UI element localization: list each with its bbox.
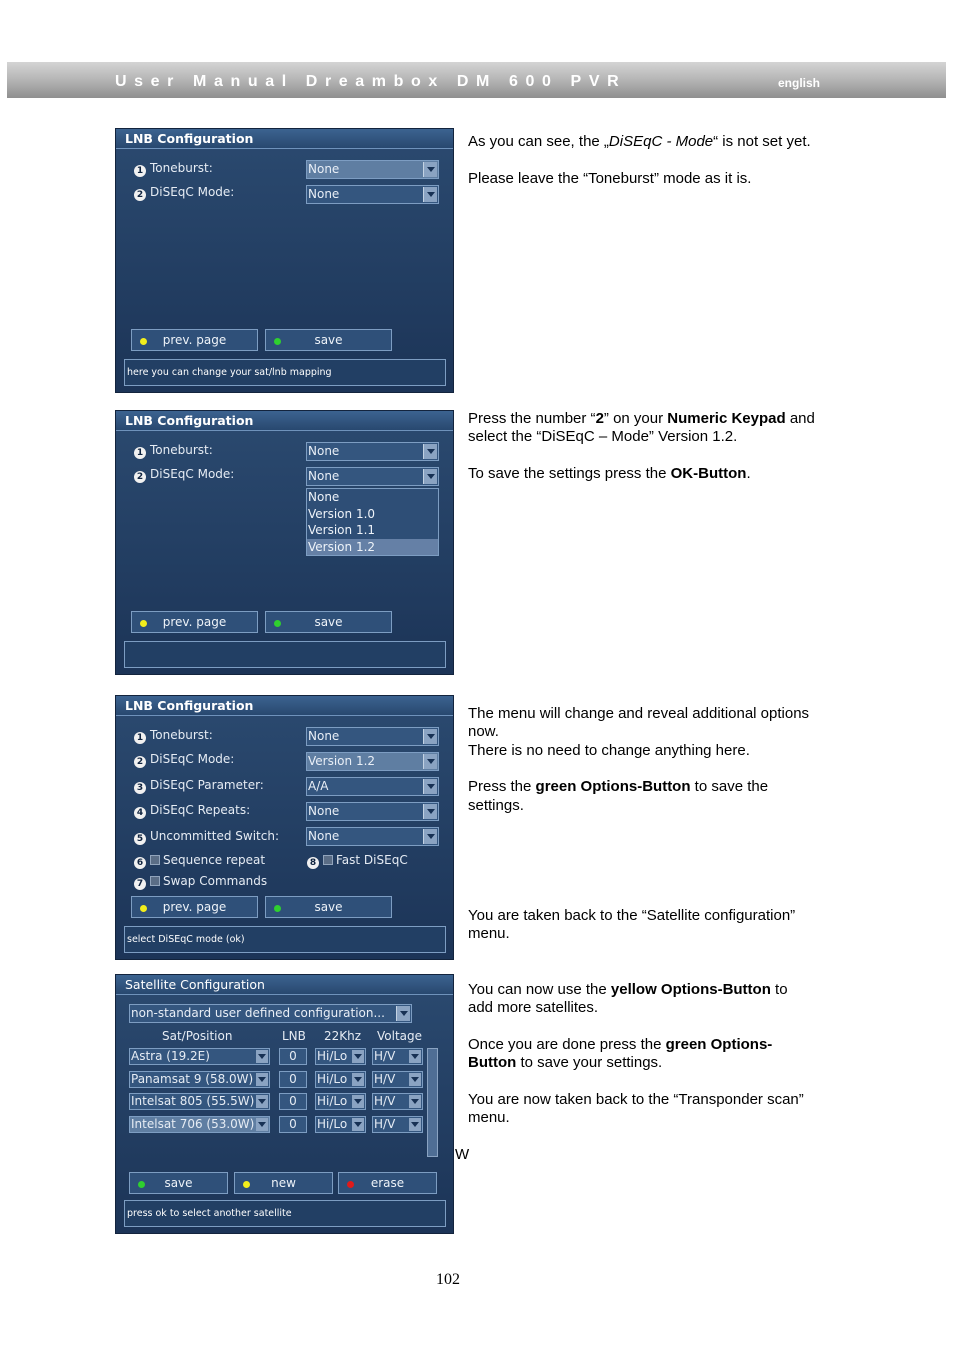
status-bar: here you can change your sat/lnb mapping xyxy=(124,359,446,386)
number-4-icon: 4 xyxy=(134,807,146,819)
prev-page-button[interactable]: prev. page xyxy=(131,611,258,633)
22khz-dropdown[interactable]: Hi/Lo xyxy=(315,1048,366,1065)
toneburst-value: None xyxy=(308,162,340,176)
diseqc-value: None xyxy=(308,187,340,201)
satellite-config-screen xyxy=(115,974,454,1234)
configuration-mode-dropdown[interactable] xyxy=(129,1004,412,1023)
diseqc-label: DiSEqC Mode: xyxy=(150,185,235,199)
dropdown-arrow-icon[interactable] xyxy=(423,754,437,769)
uncommitted-switch-label: Uncommitted Switch: xyxy=(150,829,279,843)
instructions-1 xyxy=(468,133,848,188)
dropdown-arrow-icon[interactable] xyxy=(352,1050,364,1063)
screen-title: Satellite Configuration xyxy=(116,975,453,995)
lnb-field[interactable]: 0 xyxy=(279,1116,307,1133)
diseqc-row xyxy=(134,467,234,483)
save-button[interactable]: save xyxy=(265,329,392,351)
satellite-name-dropdown[interactable]: Intelsat 805 (55.5W) xyxy=(129,1093,270,1110)
satellite-name-dropdown[interactable]: Panamsat 9 (58.0W) xyxy=(129,1071,270,1088)
diseqc-dropdown[interactable] xyxy=(306,185,439,204)
toneburst-dropdown[interactable] xyxy=(306,160,439,179)
satellite-name-dropdown[interactable]: Astra (19.2E) xyxy=(129,1048,270,1065)
diseqc-parameter-label: DiSEqC Parameter: xyxy=(150,778,264,792)
dropdown-arrow-icon[interactable] xyxy=(256,1118,268,1131)
22khz-dropdown[interactable]: Hi/Lo xyxy=(315,1071,366,1088)
dropdown-arrow-icon[interactable] xyxy=(409,1073,421,1086)
column-header-voltage: Voltage xyxy=(377,1029,423,1043)
option-version-1-1[interactable]: Version 1.1 xyxy=(308,523,376,537)
toneburst-label: Toneburst: xyxy=(150,443,213,457)
instruction-line: You are now taken back to the “Transponder scan” xyxy=(468,1091,804,1109)
stray-character: W xyxy=(455,1146,470,1163)
number-2-icon: 2 xyxy=(134,189,146,201)
lnb-field[interactable]: 0 xyxy=(279,1048,307,1065)
diseqc-dropdown[interactable] xyxy=(306,467,439,486)
dropdown-arrow-icon[interactable] xyxy=(256,1050,268,1063)
dropdown-arrow-icon[interactable] xyxy=(256,1073,268,1086)
diseqc-label: DiSEqC Mode: xyxy=(150,467,235,481)
dropdown-arrow-icon[interactable] xyxy=(423,469,437,484)
toneburst-row xyxy=(134,728,213,744)
manual-language: english xyxy=(778,76,821,90)
dropdown-arrow-icon[interactable] xyxy=(256,1095,268,1108)
dropdown-arrow-icon[interactable] xyxy=(409,1095,421,1108)
number-3-icon: 3 xyxy=(134,782,146,794)
column-header-22khz: 22Khz xyxy=(324,1029,362,1043)
diseqc-repeats-dropdown[interactable] xyxy=(306,802,439,821)
lnb-config-screen-2 xyxy=(115,410,454,675)
status-bar: select DiSEqC mode (ok) xyxy=(124,926,446,953)
number-2-icon: 2 xyxy=(134,471,146,483)
save-button[interactable]: save xyxy=(265,896,392,918)
instruction-line: add more satellites. xyxy=(468,999,599,1017)
status-bar: press ok to select another satellite xyxy=(124,1200,446,1227)
instructions-4 xyxy=(468,981,848,1128)
instruction-line: select the “DiSEqC – Mode” Version 1.2. xyxy=(468,428,738,446)
instructions-2 xyxy=(468,410,848,483)
swap-commands-label: Swap Commands xyxy=(163,874,268,888)
lnb-field[interactable]: 0 xyxy=(279,1093,307,1110)
swap-commands-checkbox[interactable] xyxy=(150,876,160,886)
configuration-mode-value: non-standard user defined configuration... xyxy=(131,1006,385,1020)
number-1-icon: 1 xyxy=(134,165,146,177)
lnb-field[interactable]: 0 xyxy=(279,1071,307,1088)
number-7-icon: 7 xyxy=(134,878,146,890)
uncommitted-switch-value: None xyxy=(308,829,340,843)
scrollbar[interactable] xyxy=(427,1048,438,1157)
screen-title: LNB Configuration xyxy=(116,129,453,149)
diseqc-options-list[interactable] xyxy=(306,488,439,556)
option-version-1-2[interactable]: Version 1.2 xyxy=(307,539,438,556)
instruction-line: Press the green Options-Button to save the xyxy=(468,778,769,796)
toneburst-dropdown[interactable] xyxy=(306,442,439,461)
prev-page-button[interactable]: prev. page xyxy=(131,329,258,351)
diseqc-value: None xyxy=(308,469,340,483)
diseqc-row xyxy=(134,752,234,768)
number-8-icon: 8 xyxy=(307,857,319,869)
instruction-line: Once you are done press the green Options- xyxy=(468,1036,773,1054)
sequence-repeat-label: Sequence repeat xyxy=(163,853,266,867)
column-header-lnb: LNB xyxy=(282,1029,306,1043)
toneburst-dropdown[interactable] xyxy=(306,727,439,746)
manual-title: User Manual Dreambox DM 600 PVR xyxy=(115,73,627,90)
status-bar xyxy=(124,641,446,668)
lnb-config-screen-3 xyxy=(115,695,454,960)
instruction-line: Press the number “2” on your Numeric Keypad and xyxy=(468,410,815,427)
dropdown-arrow-icon[interactable] xyxy=(423,804,437,819)
page-number: 102 xyxy=(436,1271,460,1288)
instruction-line: To save the settings press the OK-Button. xyxy=(468,465,751,483)
instruction-line: You are taken back to the “Satellite configuration” xyxy=(468,906,796,924)
dropdown-arrow-icon[interactable] xyxy=(352,1073,364,1086)
erase-button[interactable]: erase xyxy=(338,1172,437,1194)
dropdown-arrow-icon[interactable] xyxy=(423,729,437,744)
toneburst-value: None xyxy=(308,444,340,458)
diseqc-repeats-value: None xyxy=(308,804,340,818)
diseqc-parameter-value: A/A xyxy=(308,779,329,793)
22khz-dropdown[interactable]: Hi/Lo xyxy=(315,1116,366,1133)
satellite-name-dropdown[interactable]: Intelsat 706 (53.0W) xyxy=(129,1116,270,1133)
save-button[interactable]: save xyxy=(265,611,392,633)
dropdown-arrow-icon[interactable] xyxy=(409,1118,421,1131)
instruction-line: Please leave the “Toneburst” mode as it is. xyxy=(468,169,752,187)
toneburst-label: Toneburst: xyxy=(150,161,213,175)
dropdown-arrow-icon[interactable] xyxy=(352,1118,364,1131)
lnb-config-screen-1 xyxy=(115,128,454,393)
22khz-dropdown[interactable]: Hi/Lo xyxy=(315,1093,366,1110)
column-header-sat-position: Sat/Position xyxy=(162,1029,233,1043)
instruction-line: now. xyxy=(468,723,499,741)
screen-title: LNB Configuration xyxy=(116,411,453,431)
sequence-repeat-checkbox[interactable] xyxy=(150,855,160,865)
dropdown-arrow-icon[interactable] xyxy=(423,444,437,459)
uncommitted-switch-row xyxy=(134,829,279,845)
diseqc-parameter-row xyxy=(134,778,264,794)
voltage-dropdown[interactable]: H/V xyxy=(372,1071,423,1088)
instructions-3 xyxy=(468,705,848,944)
number-2-icon: 2 xyxy=(134,756,146,768)
dropdown-arrow-icon[interactable] xyxy=(409,1050,421,1063)
instruction-line: You can now use the yellow Options-Button to xyxy=(468,981,788,998)
instruction-line: As you can see, the „DiSEqC - Mode“ is not set yet. xyxy=(468,133,811,150)
toneburst-row xyxy=(134,161,213,177)
swap-commands-row[interactable] xyxy=(134,874,267,890)
dropdown-arrow-icon[interactable] xyxy=(423,162,437,177)
dropdown-arrow-icon[interactable] xyxy=(423,779,437,794)
dropdown-arrow-icon[interactable] xyxy=(423,829,437,844)
instruction-line: settings. xyxy=(468,796,524,814)
fast-diseqc-label: Fast DiSEqC xyxy=(336,853,408,867)
prev-page-button[interactable]: prev. page xyxy=(131,896,258,918)
instruction-line: There is no need to change anything here. xyxy=(468,741,750,759)
instruction-line: The menu will change and reveal additional options xyxy=(468,705,810,722)
voltage-dropdown[interactable]: H/V xyxy=(372,1093,423,1110)
dropdown-arrow-icon[interactable] xyxy=(352,1095,364,1108)
option-none[interactable]: None xyxy=(308,490,340,504)
number-1-icon: 1 xyxy=(134,447,146,459)
voltage-dropdown[interactable]: H/V xyxy=(372,1048,423,1065)
new-button[interactable]: new xyxy=(234,1172,333,1194)
diseqc-value: Version 1.2 xyxy=(308,754,376,768)
fast-diseqc-row[interactable] xyxy=(307,853,408,869)
instruction-line: Button to save your settings. xyxy=(468,1054,663,1072)
uncommitted-switch-dropdown[interactable] xyxy=(306,827,439,846)
option-version-1-0[interactable]: Version 1.0 xyxy=(308,506,376,521)
diseqc-parameter-dropdown[interactable] xyxy=(306,777,439,796)
diseqc-repeats-row xyxy=(134,803,250,819)
toneburst-value: None xyxy=(308,729,340,743)
number-1-icon: 1 xyxy=(134,732,146,744)
fast-diseqc-checkbox[interactable] xyxy=(323,855,333,865)
dropdown-arrow-icon[interactable] xyxy=(396,1006,410,1021)
screen-title: LNB Configuration xyxy=(116,696,453,716)
number-5-icon: 5 xyxy=(134,833,146,845)
toneburst-label: Toneburst: xyxy=(150,728,213,742)
save-button[interactable]: save xyxy=(129,1172,228,1194)
instruction-line: menu. xyxy=(468,1109,510,1127)
diseqc-repeats-label: DiSEqC Repeats: xyxy=(150,803,251,817)
diseqc-row xyxy=(134,185,234,201)
dropdown-arrow-icon[interactable] xyxy=(423,187,437,202)
toneburst-row xyxy=(134,443,213,459)
manual-header-bar xyxy=(7,62,946,98)
number-6-icon: 6 xyxy=(134,857,146,869)
diseqc-label: DiSEqC Mode: xyxy=(150,752,235,766)
voltage-dropdown[interactable]: H/V xyxy=(372,1116,423,1133)
diseqc-dropdown[interactable] xyxy=(306,752,439,771)
instruction-line: menu. xyxy=(468,925,510,943)
sequence-repeat-row[interactable] xyxy=(134,853,265,869)
